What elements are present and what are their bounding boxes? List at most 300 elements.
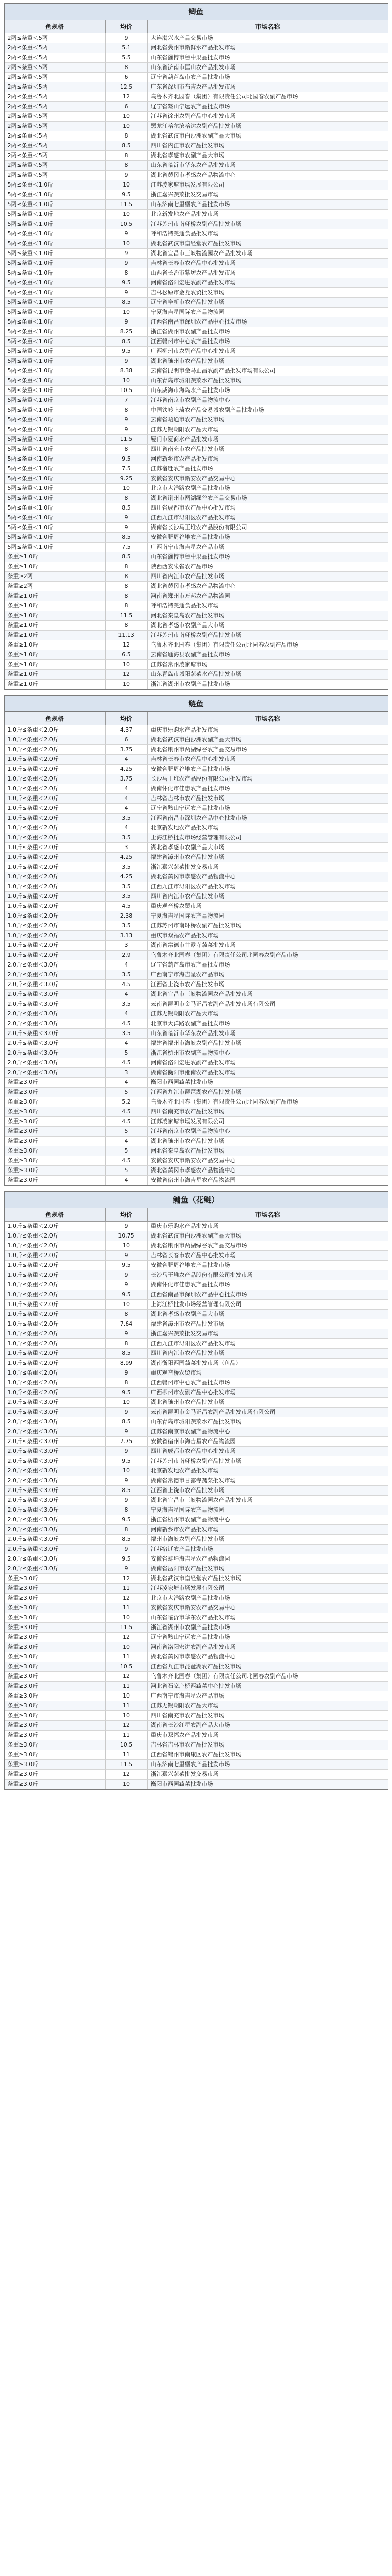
- table-row: [5, 1156, 388, 1166]
- market-cell: 湖南省衡阳市湘南农产品批发市场: [148, 1068, 388, 1078]
- market-cell: 浙江嘉兴蔬菜批发交易市场: [148, 1329, 388, 1339]
- spec-cell: 1.0斤≤条重＜2.0斤: [5, 872, 106, 882]
- price-cell: 9: [106, 1447, 148, 1456]
- spec-cell: 2.0斤≤条重＜3.0斤: [5, 1048, 106, 1058]
- table-row: [5, 1770, 388, 1780]
- spec-cell: 5两≤条重＜1.0斤: [5, 317, 106, 327]
- table-row: [5, 396, 388, 405]
- price-cell: 12: [106, 1770, 148, 1780]
- price-cell: 4: [106, 1078, 148, 1088]
- spec-cell: 条重≥3.0斤: [5, 1691, 106, 1701]
- price-cell: 9: [106, 357, 148, 366]
- price-cell: 2.9: [106, 951, 148, 960]
- price-cell: 9: [106, 1251, 148, 1261]
- price-cell: 8: [106, 1505, 148, 1515]
- spec-cell: 1.0斤≤条重＜2.0斤: [5, 843, 106, 853]
- price-cell: 4.5: [106, 1019, 148, 1029]
- market-cell: 江西省赣州市南康区农产品批发市场: [148, 1750, 388, 1760]
- spec-cell: 5两≤条重＜1.0斤: [5, 219, 106, 229]
- market-cell: 湖南衡阳西园蔬菜批发市场（鱼品）: [148, 1359, 388, 1368]
- spec-cell: 5两≤条重＜1.0斤: [5, 484, 106, 494]
- spec-cell: 条重≥3.0斤: [5, 1672, 106, 1682]
- price-cell: 3.75: [106, 774, 148, 784]
- price-cell: 10.5: [106, 1662, 148, 1672]
- market-cell: 江苏省南京市农副产品物流中心: [148, 396, 388, 405]
- market-cell: 广东省深圳市布吉农产品批发市场: [148, 82, 388, 92]
- spec-cell: 2.0斤≤条重＜3.0斤: [5, 1029, 106, 1039]
- market-cell: 安徽省安庆市新安农产品交易中心: [148, 474, 388, 484]
- market-cell: 河南省洛阳宏进农副产品批发市场: [148, 1058, 388, 1068]
- table-row: [5, 660, 388, 670]
- market-cell: 江苏苏州市南环桥农副产品批发市场: [148, 921, 388, 931]
- spec-cell: 5两≤条重＜1.0斤: [5, 200, 106, 210]
- spec-cell: 1.0斤≤条重＜2.0斤: [5, 1319, 106, 1329]
- market-cell: 乌鲁木齐北园春（集团）有限责任公司北园春农副产品市场: [148, 1672, 388, 1682]
- spec-cell: 1.0斤≤条重＜2.0斤: [5, 1261, 106, 1270]
- table-row: [5, 1176, 388, 1185]
- market-cell: 广西南宁市海吉星农产品市场: [148, 543, 388, 552]
- price-cell: 8.38: [106, 366, 148, 376]
- table-row: [5, 1623, 388, 1633]
- price-cell: 10.5: [106, 219, 148, 229]
- spec-cell: 2.0斤≤条重＜3.0斤: [5, 1515, 106, 1525]
- table-row: [5, 1388, 388, 1398]
- price-cell: 4: [106, 794, 148, 804]
- header-market: 市场名称: [148, 1208, 388, 1222]
- price-cell: 7.5: [106, 464, 148, 474]
- market-cell: 福建省漳州市农产品批发市场: [148, 1319, 388, 1329]
- spec-cell: 条重≥3.0斤: [5, 1760, 106, 1770]
- table-row: [5, 1319, 388, 1329]
- market-cell: 呼和浩特美通食品批发市场: [148, 229, 388, 239]
- table-row: [5, 1750, 388, 1760]
- price-cell: 9: [106, 317, 148, 327]
- market-cell: 福建省福州市海峡农副产品批发市场: [148, 1039, 388, 1048]
- market-cell: 安徽省安庆市新安农产品交易中心: [148, 1603, 388, 1613]
- table-row: [5, 1554, 388, 1564]
- spec-cell: 2两≤条重＜5两: [5, 112, 106, 122]
- spec-cell: 2.0斤≤条重＜3.0斤: [5, 1009, 106, 1019]
- price-cell: 8: [106, 582, 148, 591]
- table-row: [5, 1682, 388, 1691]
- table-row: [5, 1574, 388, 1584]
- spec-cell: 2两≤条重＜5两: [5, 151, 106, 161]
- spec-cell: 5两≤条重＜1.0斤: [5, 543, 106, 552]
- price-cell: 10.75: [106, 1231, 148, 1241]
- market-cell: 四川省南充市农产品批发市场: [148, 445, 388, 454]
- market-cell: 河南省洛阳宏进农副产品批发市场: [148, 1642, 388, 1652]
- header-spec: 鱼规格: [5, 20, 106, 33]
- price-cell: 4.5: [106, 1107, 148, 1117]
- price-cell: 9.5: [106, 190, 148, 200]
- price-cell: 6: [106, 73, 148, 82]
- spec-cell: 条重≥3.0斤: [5, 1613, 106, 1623]
- price-cell: 8: [106, 63, 148, 73]
- price-cell: 10.5: [106, 386, 148, 396]
- spec-cell: 条重≥3.0斤: [5, 1603, 106, 1613]
- market-cell: 湖北省随州市农产品批发市场: [148, 1137, 388, 1146]
- spec-cell: 1.0斤≤条重＜2.0斤: [5, 1339, 106, 1349]
- table-row: [5, 823, 388, 833]
- price-cell: 12: [106, 92, 148, 102]
- table-row: [5, 327, 388, 337]
- price-cell: 3.5: [106, 833, 148, 843]
- price-cell: 11.5: [106, 611, 148, 621]
- price-cell: 9.5: [106, 1456, 148, 1466]
- table-row: [5, 1261, 388, 1270]
- price-cell: 10: [106, 112, 148, 122]
- table-row: [5, 1127, 388, 1137]
- market-cell: 湖北省武汉市白沙洲农副产品大市场: [148, 735, 388, 745]
- spec-cell: 1.0斤≤条重＜2.0斤: [5, 784, 106, 794]
- table-row: [5, 990, 388, 999]
- market-cell: 宁夏海吉星国际农产品物流园: [148, 911, 388, 921]
- spec-cell: 1.0斤≤条重＜2.0斤: [5, 1280, 106, 1290]
- price-cell: 4: [106, 1137, 148, 1146]
- market-cell: 四川省成都市农产品中心批发市场: [148, 1447, 388, 1456]
- table-row: [5, 921, 388, 931]
- table-row: [5, 1652, 388, 1662]
- price-cell: 9.5: [106, 347, 148, 357]
- spec-cell: 1.0斤≤条重＜2.0斤: [5, 1378, 106, 1388]
- table-row: [5, 1731, 388, 1740]
- table-row: [5, 1662, 388, 1672]
- spec-cell: 条重≥3.0斤: [5, 1740, 106, 1750]
- market-cell: 重庆观音桥农贸市场: [148, 902, 388, 911]
- price-cell: 10: [106, 376, 148, 386]
- market-cell: 浙江省杭州市农副产品物流中心: [148, 1515, 388, 1525]
- market-cell: 江苏苏州市南环桥农副产品批发市场: [148, 219, 388, 229]
- price-cell: 9.5: [106, 1388, 148, 1398]
- table-row: [5, 190, 388, 200]
- market-cell: 浙江省湖州市农副产品批发市场: [148, 680, 388, 689]
- table-row: [5, 523, 388, 533]
- spec-cell: 2.0斤≤条重＜3.0斤: [5, 980, 106, 990]
- spec-cell: 2两≤条重＜5两: [5, 53, 106, 63]
- price-cell: 10: [106, 680, 148, 689]
- price-cell: 8.5: [106, 1417, 148, 1427]
- table-row: [5, 1535, 388, 1545]
- spec-cell: 条重≥3.0斤: [5, 1146, 106, 1156]
- market-cell: 安徽省宿州市海吉星农产品物流园: [148, 1176, 388, 1185]
- spec-cell: 2.0斤≤条重＜3.0斤: [5, 1068, 106, 1078]
- spec-cell: 条重≥3.0斤: [5, 1097, 106, 1107]
- table-row: [5, 1711, 388, 1721]
- spec-cell: 5两≤条重＜1.0斤: [5, 405, 106, 415]
- table-row: [5, 1368, 388, 1378]
- spec-cell: 条重≥1.0斤: [5, 680, 106, 689]
- spec-cell: 2.0斤≤条重＜3.0斤: [5, 1039, 106, 1048]
- table-row: [5, 1633, 388, 1642]
- header-price: 均价: [106, 1208, 148, 1222]
- price-cell: 11.13: [106, 631, 148, 640]
- price-cell: 8.25: [106, 327, 148, 337]
- spec-cell: 5两≤条重＜1.0斤: [5, 415, 106, 425]
- spec-cell: 5两≤条重＜1.0斤: [5, 249, 106, 259]
- market-cell: 黑龙江哈尔滨哈达农副产品批发市场: [148, 122, 388, 131]
- market-cell: 四川省内江市农产品批发市场: [148, 1349, 388, 1359]
- price-cell: 8.5: [106, 337, 148, 347]
- price-cell: 9: [106, 415, 148, 425]
- price-cell: 12.5: [106, 82, 148, 92]
- spec-cell: 条重≥2两: [5, 572, 106, 582]
- spec-cell: 1.0斤≤条重＜2.0斤: [5, 1241, 106, 1251]
- market-cell: 湖南怀化市佳惠农产品批发市场: [148, 1280, 388, 1290]
- table-row: [5, 843, 388, 853]
- market-cell: 山东威海市海岛水产品批发市场: [148, 386, 388, 396]
- price-cell: 8.99: [106, 1359, 148, 1368]
- market-cell: 山东济南七里堡农产品批发市场: [148, 1760, 388, 1770]
- table-row: [5, 1048, 388, 1058]
- table-row: [5, 1378, 388, 1388]
- market-cell: 河北省冀州市新鲜水产品批发市场: [148, 43, 388, 53]
- table-row: [5, 1300, 388, 1310]
- price-cell: 11: [106, 1603, 148, 1613]
- market-cell: 山东省淄博市鲁中果品批发市场: [148, 53, 388, 63]
- spec-cell: 条重≥3.0斤: [5, 1594, 106, 1603]
- price-cell: 3.5: [106, 882, 148, 892]
- spec-cell: 2.0斤≤条重＜3.0斤: [5, 1019, 106, 1029]
- header-spec: 鱼规格: [5, 1208, 106, 1222]
- market-cell: 湖北省随州市农产品批发市场: [148, 1398, 388, 1408]
- spec-cell: 1.0斤≤条重＜2.0斤: [5, 1359, 106, 1368]
- spec-cell: 条重≥1.0斤: [5, 562, 106, 572]
- spec-cell: 条重≥1.0斤: [5, 611, 106, 621]
- table-row: [5, 92, 388, 102]
- table-row: [5, 1437, 388, 1447]
- price-cell: 5: [106, 1166, 148, 1176]
- market-cell: 江苏苏州市南环桥农副产品批发市场: [148, 631, 388, 640]
- market-cell: 江苏无锡朝阳农产品大市场: [148, 425, 388, 435]
- table-row: [5, 833, 388, 843]
- spec-cell: 2.0斤≤条重＜3.0斤: [5, 990, 106, 999]
- market-cell: 广西南宁市海吉星农产品市场: [148, 970, 388, 980]
- price-cell: 2.38: [106, 911, 148, 921]
- price-cell: 5: [106, 1127, 148, 1137]
- spec-cell: 条重≥3.0斤: [5, 1156, 106, 1166]
- spec-cell: 1.0斤≤条重＜2.0斤: [5, 862, 106, 872]
- market-cell: 安徽合肥周谷堆农产品批发市场: [148, 1261, 388, 1270]
- spec-cell: 5两≤条重＜1.0斤: [5, 376, 106, 386]
- spec-cell: 条重≥3.0斤: [5, 1574, 106, 1584]
- spec-cell: 1.0斤≤条重＜2.0斤: [5, 911, 106, 921]
- table-row: [5, 1359, 388, 1368]
- spec-cell: 1.0斤≤条重＜2.0斤: [5, 725, 106, 735]
- price-cell: 8.5: [106, 533, 148, 543]
- market-cell: 山东省临沂市华东农产品批发市场: [148, 1029, 388, 1039]
- header-market: 市场名称: [148, 712, 388, 725]
- price-cell: 3: [106, 843, 148, 853]
- market-cell: 呼和浩特美通食品批发市场: [148, 601, 388, 611]
- market-cell: 乌鲁木齐北园春（集团）有限责任公司北园春农副产品市场: [148, 640, 388, 650]
- price-cell: 4.5: [106, 1117, 148, 1127]
- market-cell: 广西柳州市农副产品中心批发市场: [148, 1388, 388, 1398]
- price-cell: 10: [106, 484, 148, 494]
- table-row: [5, 386, 388, 396]
- market-cell: 吉林省长春市农产品中心批发市场: [148, 259, 388, 268]
- price-cell: 9: [106, 249, 148, 259]
- table-row: [5, 1251, 388, 1261]
- market-cell: 湖北省宜昌市三峡物流园农产品批发市场: [148, 990, 388, 999]
- table-row: [5, 601, 388, 611]
- table-row: [5, 317, 388, 327]
- table-row: [5, 454, 388, 464]
- table-row: [5, 1290, 388, 1300]
- spec-cell: 5两≤条重＜1.0斤: [5, 435, 106, 445]
- table-row: [5, 1408, 388, 1417]
- price-cell: 6: [106, 102, 148, 112]
- price-cell: 10.5: [106, 1740, 148, 1750]
- table-row: [5, 1545, 388, 1554]
- price-cell: 10: [106, 122, 148, 131]
- table-row: [5, 1166, 388, 1176]
- table-row: [5, 794, 388, 804]
- market-cell: 北京新发地农产品批发市场: [148, 210, 388, 219]
- price-cell: 9: [106, 523, 148, 533]
- table-row: [5, 1146, 388, 1156]
- market-cell: 江苏省常州凌家塘市场: [148, 660, 388, 670]
- table-row: [5, 1078, 388, 1088]
- spec-cell: 5两≤条重＜1.0斤: [5, 190, 106, 200]
- market-cell: 江苏无锡朝阳农产品大市场: [148, 1009, 388, 1019]
- price-cell: 8.5: [106, 1486, 148, 1496]
- market-cell: 北京新发地农产品批发市场: [148, 1466, 388, 1476]
- table-row: [5, 1088, 388, 1097]
- price-cell: 12: [106, 670, 148, 680]
- price-cell: 8.5: [106, 298, 148, 308]
- spec-cell: 1.0斤≤条重＜2.0斤: [5, 1251, 106, 1261]
- price-cell: 9: [106, 1545, 148, 1554]
- market-cell: 山东济南七里堡农产品批发市场: [148, 200, 388, 210]
- price-cell: 4.25: [106, 872, 148, 882]
- header-spec: 鱼规格: [5, 712, 106, 725]
- table-row: [5, 1691, 388, 1701]
- market-cell: 辽宁省鞍山宁远农产品批发市场: [148, 1633, 388, 1642]
- price-cell: 3.5: [106, 999, 148, 1009]
- spec-cell: 2两≤条重＜5两: [5, 43, 106, 53]
- market-cell: 吉林省长春市农产品中心批发市场: [148, 755, 388, 765]
- spec-cell: 条重≥2两: [5, 582, 106, 591]
- market-cell: 四川省成都市农产品中心批发市场: [148, 503, 388, 513]
- spec-cell: 条重≥3.0斤: [5, 1701, 106, 1711]
- spec-cell: 2.0斤≤条重＜3.0斤: [5, 1545, 106, 1554]
- market-cell: 江西赣州市中心农产品批发市场: [148, 1378, 388, 1388]
- market-cell: 辽宁省鞍山宁远农产品批发市场: [148, 804, 388, 814]
- market-cell: 湖北省随州市农产品批发市场: [148, 357, 388, 366]
- price-cell: 4.5: [106, 1156, 148, 1166]
- market-cell: 江西省上饶市农产品批发市场: [148, 1486, 388, 1496]
- spec-cell: 1.0斤≤条重＜2.0斤: [5, 951, 106, 960]
- spec-cell: 条重≥1.0斤: [5, 552, 106, 562]
- table-row: [5, 1505, 388, 1515]
- market-cell: 宁夏海吉星国际农产品物流园: [148, 308, 388, 317]
- table-row: [5, 1466, 388, 1476]
- spec-cell: 2两≤条重＜5两: [5, 82, 106, 92]
- spec-cell: 1.0斤≤条重＜2.0斤: [5, 1270, 106, 1280]
- spec-cell: 5两≤条重＜1.0斤: [5, 268, 106, 278]
- price-cell: 10: [106, 1300, 148, 1310]
- table-row: [5, 765, 388, 774]
- spec-cell: 条重≥3.0斤: [5, 1088, 106, 1097]
- price-cell: 3: [106, 941, 148, 951]
- market-cell: 江苏苏州市南环桥农副产品批发市场: [148, 1456, 388, 1466]
- price-cell: 5.2: [106, 1097, 148, 1107]
- spec-cell: 1.0斤≤条重＜2.0斤: [5, 833, 106, 843]
- market-cell: 江苏凌家塘市场发展有限公司: [148, 1117, 388, 1127]
- spec-cell: 1.0斤≤条重＜2.0斤: [5, 853, 106, 862]
- market-cell: 浙江省杭州市农副产品物流中心: [148, 1048, 388, 1058]
- price-cell: 9.5: [106, 1261, 148, 1270]
- price-cell: 11: [106, 1750, 148, 1760]
- market-cell: 湖北省黄冈市孝感农产品物流中心: [148, 872, 388, 882]
- price-cell: 8: [106, 131, 148, 141]
- table-header-row: [5, 20, 388, 33]
- table-row: [5, 725, 388, 735]
- market-cell: 北京市大洋路农副产品批发市场: [148, 1594, 388, 1603]
- spec-cell: 条重≥1.0斤: [5, 640, 106, 650]
- market-cell: 山东省临沂市华东农产品批发市场: [148, 161, 388, 171]
- spec-cell: 5两≤条重＜1.0斤: [5, 288, 106, 298]
- table-row: [5, 1019, 388, 1029]
- market-cell: 江西省九江市琵琶湖农产品批发市场: [148, 1662, 388, 1672]
- price-cell: 12: [106, 1672, 148, 1682]
- spec-cell: 5两≤条重＜1.0斤: [5, 513, 106, 523]
- price-cell: 9: [106, 259, 148, 268]
- table-row: [5, 278, 388, 288]
- price-cell: 12: [106, 1721, 148, 1731]
- spec-cell: 1.0斤≤条重＜2.0斤: [5, 931, 106, 941]
- spec-cell: 5两≤条重＜1.0斤: [5, 533, 106, 543]
- market-cell: 江苏省南京市农副产品物流中心: [148, 1127, 388, 1137]
- market-cell: 湖北省荆州市两湖绿谷农产品交易市场: [148, 745, 388, 755]
- market-cell: 江西省南昌市深圳农产品中心批发市场: [148, 814, 388, 823]
- market-cell: 江西省南昌市深圳农产品中心批发市场: [148, 1290, 388, 1300]
- table-row: [5, 1398, 388, 1408]
- price-cell: 8.5: [106, 552, 148, 562]
- table-row: [5, 670, 388, 680]
- table-row: [5, 1594, 388, 1603]
- spec-cell: 1.0斤≤条重＜2.0斤: [5, 921, 106, 931]
- table-row: [5, 1310, 388, 1319]
- price-cell: 11.5: [106, 200, 148, 210]
- table-row: [5, 43, 388, 53]
- spec-cell: 2.0斤≤条重＜3.0斤: [5, 1408, 106, 1417]
- table-row: [5, 1231, 388, 1241]
- table-row: [5, 171, 388, 180]
- price-cell: 8: [106, 572, 148, 582]
- table-row: [5, 543, 388, 552]
- market-cell: 乌鲁木齐北园春（集团）有限责任公司北园春农副产品市场: [148, 1097, 388, 1107]
- table-row: [5, 122, 388, 131]
- spec-cell: 条重≥3.0斤: [5, 1711, 106, 1721]
- table-row: [5, 33, 388, 43]
- price-cell: 8.5: [106, 503, 148, 513]
- spec-cell: 条重≥3.0斤: [5, 1176, 106, 1185]
- table-row: [5, 1097, 388, 1107]
- market-cell: 湖北省武汉市皇经堂农产品批发市场: [148, 1574, 388, 1584]
- market-cell: 衡阳市西园蔬菜批发市场: [148, 1780, 388, 1789]
- spec-cell: 1.0斤≤条重＜2.0斤: [5, 1368, 106, 1378]
- market-cell: 重庆市乐购水产品批发市场: [148, 1222, 388, 1231]
- spec-cell: 5两≤条重＜1.0斤: [5, 229, 106, 239]
- table-row: [5, 1058, 388, 1068]
- market-cell: 安徽合肥周谷堆农产品批发市场: [148, 765, 388, 774]
- market-cell: 乌鲁木齐北园春（集团）有限责任公司北园春农副产品市场: [148, 951, 388, 960]
- spec-cell: 条重≥1.0斤: [5, 670, 106, 680]
- table-row: [5, 980, 388, 990]
- price-cell: 10: [106, 1780, 148, 1789]
- spec-cell: 条重≥1.0斤: [5, 660, 106, 670]
